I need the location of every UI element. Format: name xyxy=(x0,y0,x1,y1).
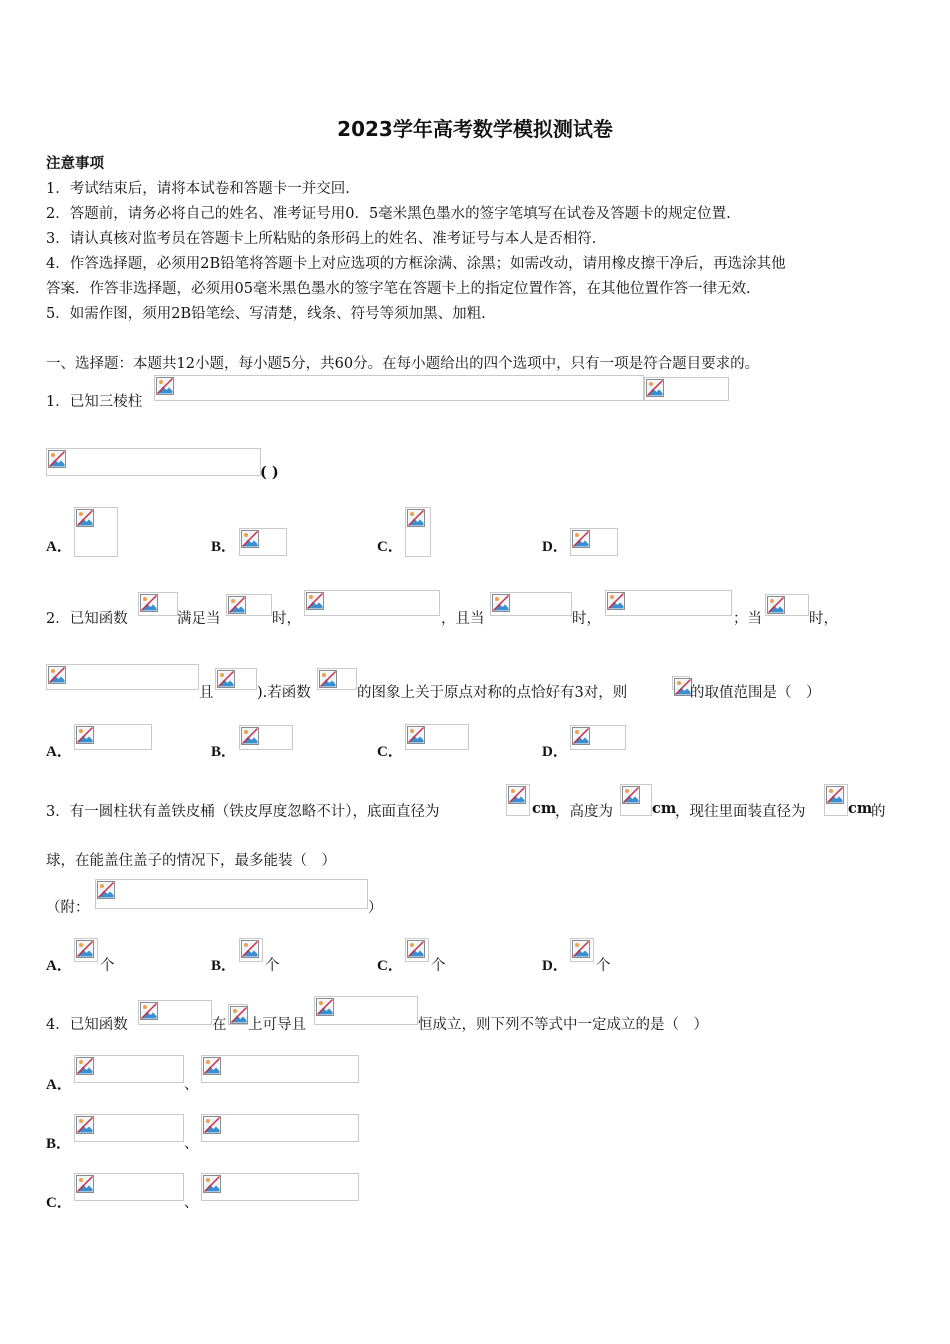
broken-image-icon xyxy=(76,1175,94,1193)
option-a-image xyxy=(74,724,152,750)
broken-image-icon xyxy=(76,1057,94,1075)
option-d-image xyxy=(570,528,618,556)
broken-image-icon xyxy=(217,670,235,688)
broken-image-icon xyxy=(492,594,510,612)
broken-image-icon xyxy=(407,940,425,958)
broken-image-icon xyxy=(140,594,158,612)
option-c-label: C． xyxy=(46,1195,72,1211)
option-d-label: D． xyxy=(542,539,568,555)
option-d-unit: 个 xyxy=(596,958,611,974)
broken-image-icon xyxy=(508,786,526,804)
formula-image xyxy=(215,668,257,690)
formula-image xyxy=(620,784,652,816)
notice-item: 1．考试结束后，请将本试卷和答题卡一并交回. xyxy=(46,181,350,197)
q2-text: 的图象上关于原点对称的点恰好有3对，则 xyxy=(357,685,628,701)
broken-image-icon xyxy=(228,596,246,614)
broken-image-icon xyxy=(646,379,664,397)
q4-text: 上可导且 xyxy=(248,1017,306,1033)
q1-stem: 1．已知三棱柱 xyxy=(46,394,143,410)
option-d-label: D． xyxy=(542,958,568,974)
formula-image xyxy=(605,590,732,616)
option-c-image xyxy=(405,938,429,962)
broken-image-icon xyxy=(76,509,94,527)
formula-image xyxy=(644,377,729,401)
notice-item: 4．作答选择题，必须用2B铅笔将答题卡上对应选项的方框涂满、涂黑；如需改动，请用橡皮擦干净后，再选涂其他 xyxy=(46,256,786,272)
notice-item: 5．如需作图，须用2B铅笔绘、写清楚，线条、符号等须加黑、加粗. xyxy=(46,306,486,322)
q1-answer-paren: ( ) xyxy=(260,464,279,481)
option-b-label: B． xyxy=(211,958,237,974)
option-b-image xyxy=(239,938,263,962)
option-b-separator: 、 xyxy=(184,1136,199,1152)
broken-image-icon xyxy=(203,1116,221,1134)
option-c-image xyxy=(405,724,469,750)
broken-image-icon xyxy=(230,1006,248,1024)
q2-text: 时， xyxy=(272,611,301,627)
option-a-image xyxy=(74,938,98,962)
option-a-image xyxy=(74,1055,184,1083)
broken-image-icon xyxy=(316,998,334,1016)
broken-image-icon xyxy=(48,450,66,468)
option-c-image xyxy=(405,507,431,557)
q4-text: 4．已知函数 xyxy=(46,1017,128,1033)
broken-image-icon xyxy=(607,592,625,610)
option-b-image xyxy=(201,1114,359,1142)
broken-image-icon xyxy=(76,726,94,744)
q3-text: 球，在能盖住盖子的情况下，最多能装（ ） xyxy=(46,853,336,869)
option-c-separator: 、 xyxy=(184,1195,199,1211)
option-a-label: A． xyxy=(46,539,72,555)
broken-image-icon xyxy=(76,940,94,958)
option-b-image xyxy=(239,528,287,556)
option-a-label: A． xyxy=(46,744,72,760)
option-c-image xyxy=(201,1173,359,1201)
formula-image xyxy=(46,448,261,476)
broken-image-icon xyxy=(306,592,324,610)
option-d-image xyxy=(570,938,594,962)
formula-image xyxy=(304,590,440,616)
q3-text: 3．有一圆柱状有盖铁皮桶（铁皮厚度忽略不计），底面直径为 xyxy=(46,804,440,820)
broken-image-icon xyxy=(241,727,259,745)
broken-image-icon xyxy=(203,1057,221,1075)
q3-unit: cm xyxy=(848,800,873,817)
option-b-image xyxy=(74,1114,184,1142)
q4-text: 恒成立，则下列不等式中一定成立的是（ ） xyxy=(418,1017,708,1033)
option-d-image xyxy=(570,725,626,750)
option-c-unit: 个 xyxy=(431,958,446,974)
option-a-label: A． xyxy=(46,1077,72,1093)
broken-image-icon xyxy=(622,786,640,804)
formula-image xyxy=(490,592,572,616)
option-a-image xyxy=(201,1055,359,1083)
option-d-label: D． xyxy=(542,744,568,760)
broken-image-icon xyxy=(76,1116,94,1134)
formula-image xyxy=(765,594,809,616)
notice-item: 答案．作答非选择题，必须用05毫米黑色墨水的签字笔在答题卡上的指定位置作答，在其他位置作答一律无效. xyxy=(46,281,751,297)
q4-text: 在 xyxy=(212,1017,227,1033)
broken-image-icon xyxy=(572,940,590,958)
broken-image-icon xyxy=(407,726,425,744)
q3-unit: cm xyxy=(652,800,677,817)
formula-image xyxy=(672,676,690,690)
broken-image-icon xyxy=(48,666,66,684)
q3-unit: cm xyxy=(532,800,557,817)
section-heading: 一、选择题：本题共12小题，每小题5分，共60分。在每小题给出的四个选项中，只有一项是符合题目要求的。 xyxy=(46,356,760,372)
notice-item: 3．请认真核对监考员在答题卡上所粘贴的条形码上的姓名、准考证号与本人是否相符. xyxy=(46,231,597,247)
q3-note-open: （附： xyxy=(46,900,90,916)
option-c-image xyxy=(74,1173,184,1201)
q2-text: 且 xyxy=(199,685,214,701)
formula-image xyxy=(824,784,848,816)
option-b-image xyxy=(239,725,293,750)
broken-image-icon xyxy=(140,1002,158,1020)
formula-image xyxy=(95,879,368,909)
formula-image xyxy=(506,784,530,816)
broken-image-icon xyxy=(826,786,844,804)
page-title: 2023学年高考数学模拟测试卷 xyxy=(337,117,613,141)
notice-item: 2．答题前，请务必将自己的姓名、准考证号用0．5毫米黑色墨水的签字笔填写在试卷及答题卡的规定位置. xyxy=(46,206,731,222)
option-b-label: B． xyxy=(211,744,237,760)
option-b-unit: 个 xyxy=(265,958,280,974)
formula-image xyxy=(46,664,199,690)
formula-image xyxy=(226,594,272,616)
q2-text: 满足当 xyxy=(177,611,221,627)
broken-image-icon xyxy=(203,1175,221,1193)
broken-image-icon xyxy=(241,530,259,548)
q3-note-close: ） xyxy=(368,900,383,916)
formula-image xyxy=(138,592,178,616)
notice-heading: 注意事项 xyxy=(46,155,104,172)
option-c-label: C． xyxy=(377,744,403,760)
q3-text: ，高度为 xyxy=(555,804,613,820)
broken-image-icon xyxy=(407,509,425,527)
q2-text: ).若函数 xyxy=(257,685,311,701)
broken-image-icon xyxy=(319,670,337,688)
option-b-label: B． xyxy=(211,539,237,555)
q2-text: ；当 xyxy=(733,611,762,627)
broken-image-icon xyxy=(572,727,590,745)
formula-image xyxy=(314,996,418,1025)
option-a-separator: 、 xyxy=(184,1077,199,1093)
option-a-unit: 个 xyxy=(100,958,115,974)
formula-image xyxy=(317,668,357,690)
broken-image-icon xyxy=(156,377,174,395)
q2-text: ，且当 xyxy=(441,611,485,627)
broken-image-icon xyxy=(572,530,590,548)
q3-text: 的 xyxy=(871,804,886,820)
q2-text: 时， xyxy=(572,611,601,627)
broken-image-icon xyxy=(241,940,259,958)
formula-image xyxy=(138,1000,212,1025)
q2-text: 2．已知函数 xyxy=(46,611,128,627)
q3-text: ，现往里面装直径为 xyxy=(675,804,806,820)
broken-image-icon xyxy=(97,881,115,899)
broken-image-icon xyxy=(767,596,785,614)
formula-image xyxy=(228,1004,248,1025)
option-c-label: C． xyxy=(377,539,403,555)
option-a-image xyxy=(74,507,118,557)
formula-image xyxy=(154,375,644,401)
q2-text: 的取值范围是（ ） xyxy=(690,685,821,701)
option-c-label: C． xyxy=(377,958,403,974)
q2-text: 时， xyxy=(809,611,838,627)
option-a-label: A． xyxy=(46,958,72,974)
option-b-label: B． xyxy=(46,1136,72,1152)
